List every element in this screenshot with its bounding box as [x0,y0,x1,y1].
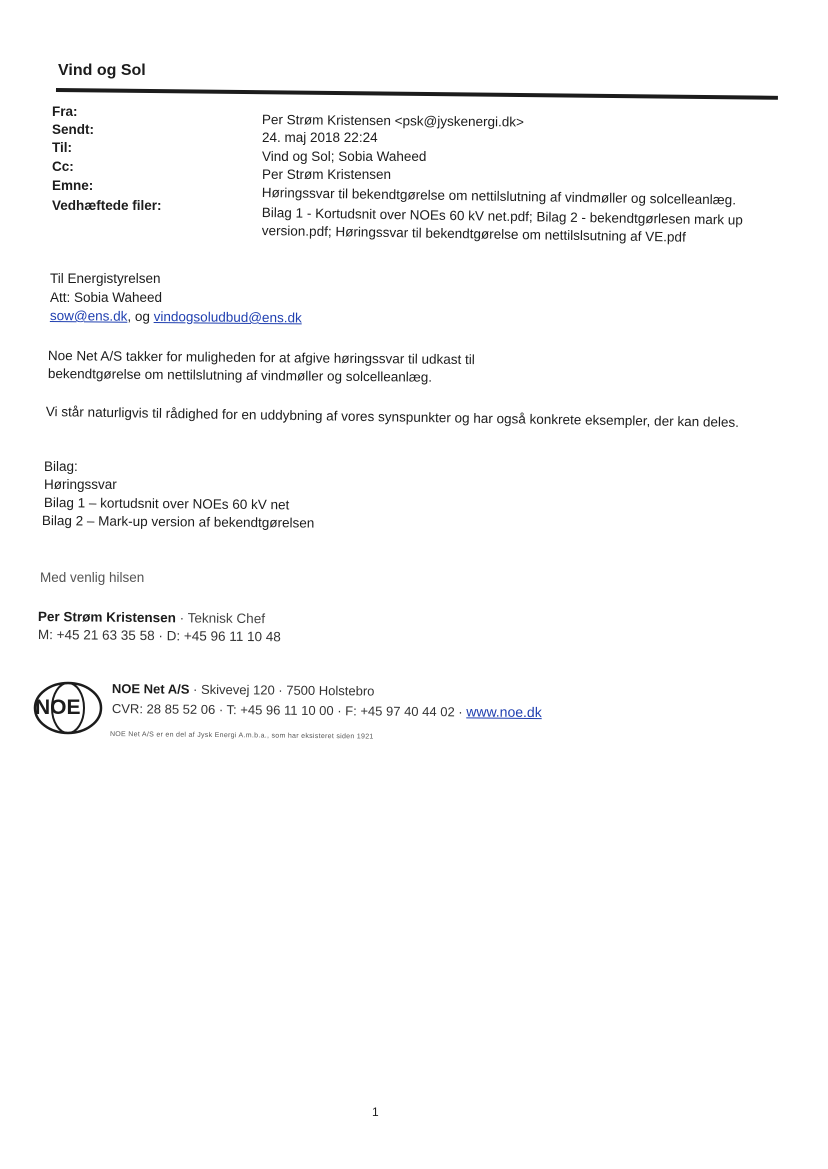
email-link-vindogsol[interactable]: vindogsoludbud@ens.dk [153,308,302,326]
signature-name: Per Strøm Kristensen [37,608,177,626]
attachments-label: Vedhæftede filer: [52,198,162,213]
paragraph-2: Vi står naturligvis til rådighed for en uddybning af vores synspunkter og har også konkrete eksempler, der kan deles. [45,403,740,430]
title-divider [56,88,778,100]
subject-label: Emne: [52,178,94,193]
signature-title: · Teknisk Chef [175,610,266,627]
to-value: Vind og Sol; Sobia Waheed [262,149,427,164]
attachments-value-line1: Bilag 1 - Kortudsnit over NOEs 60 kV net.pdf; Bilag 2 - bekendtgørlesen mark up [261,204,743,228]
sent-label: Sendt: [52,122,94,137]
paragraph-1-line1: Noe Net A/S takker for muligheden for at afgive høringssvar til udkast til [47,347,475,368]
noe-logo [32,680,104,736]
page-number: 1 [372,1105,379,1119]
from-value: Per Strøm Kristensen <psk@jyskenergi.dk> [261,111,525,130]
company-contact-line [112,700,542,720]
company-line [112,681,375,699]
attention-line: Att: Sobia Waheed [50,290,163,305]
document-title: Vind og Sol [58,62,146,79]
signature-name-line [38,608,265,628]
email-separator: , og [127,308,154,324]
cc-label: Cc: [52,159,74,174]
subject-value: Høringssvar til bekendtgørelse om nettilslutning af vindmøller og solcelleanlæg. [261,184,737,208]
company-footnote: NOE Net A/S er en del af Jysk Energi A.m.b.a., som har eksisteret siden 1921 [109,731,374,741]
sent-value: 24. maj 2018 22:24 [262,130,378,145]
from-label: Fra: [52,104,78,119]
closing-line: Med venlig hilsen [40,570,145,585]
company-name: NOE Net A/S [111,681,190,697]
attachments-value-line2: version.pdf; Høringssvar til bekendtgørelse om nettilslsutning af VE.pdf [261,222,686,245]
company-numbers: CVR: 28 85 52 06 · T: +45 96 11 10 00 · F: +45 97 40 44 02 · [111,700,467,720]
recipient-line: Til Energistyrelsen [50,271,161,286]
email-line [50,307,302,327]
paragraph-1-line2: bekendtgørelse om nettilslutning af vindmøller og solcelleanlæg. [47,365,433,385]
enclosures-heading: Bilag: [44,459,78,474]
noe-logo-text: NOE [35,696,81,719]
website-link[interactable]: www.noe.dk [466,703,542,721]
email-link-sow[interactable]: sow@ens.dk [49,307,128,324]
signature-phones: M: +45 21 63 35 58 · D: +45 96 11 10 48 [37,626,281,645]
enclosure-item: Bilag 2 – Mark-up version af bekendtgørelsen [41,512,315,531]
company-address: · Skivevej 120 · 7500 Holstebro [189,681,375,699]
cc-value: Per Strøm Kristensen [262,167,392,182]
enclosure-item: Høringssvar [44,477,117,492]
enclosure-item: Bilag 1 – kortudsnit over NOEs 60 kV net [43,494,290,513]
to-label: Til: [52,140,72,155]
